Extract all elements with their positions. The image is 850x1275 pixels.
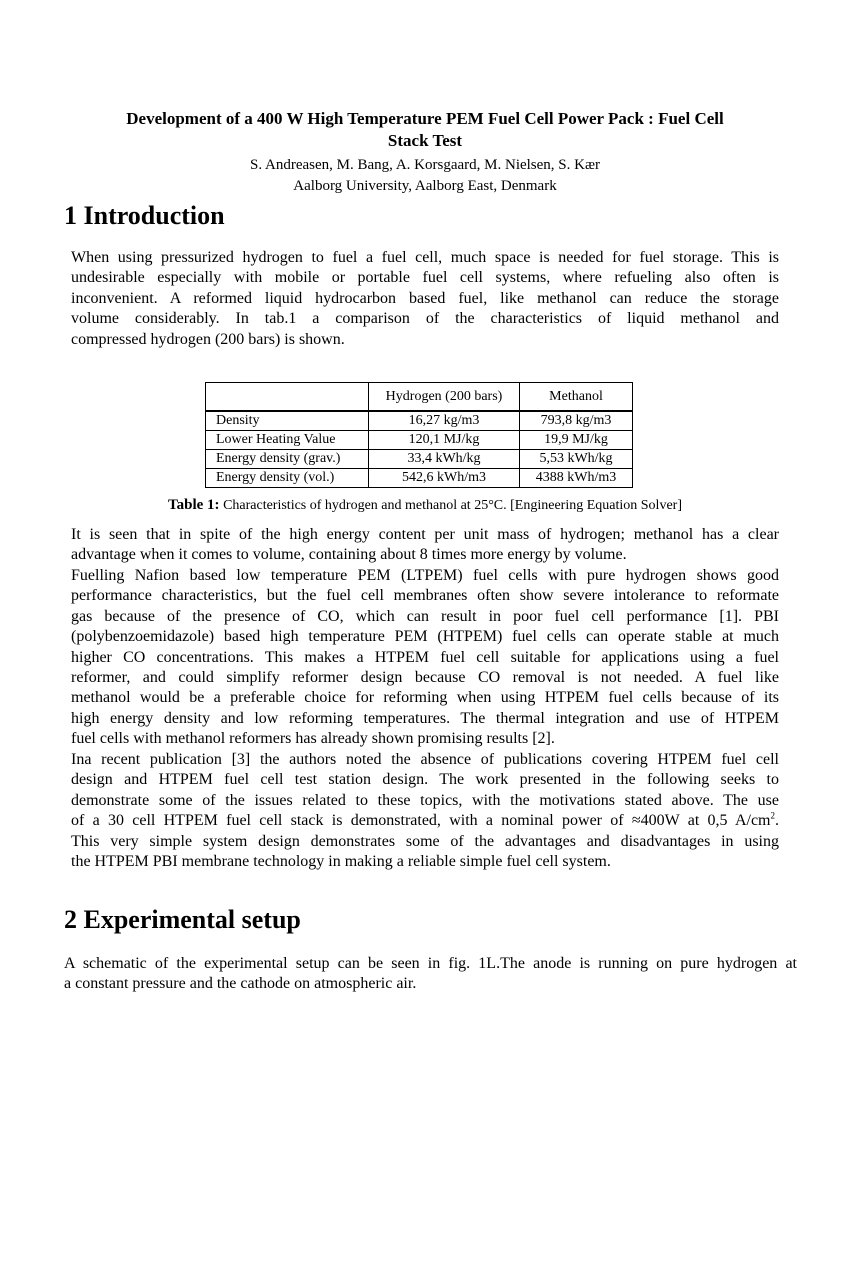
section-1-heading: 1 Introduction: [64, 201, 225, 230]
text-line: the HTPEM PBI membrane technology in making a reliable simple fuel cell system.: [71, 853, 611, 871]
text-line: reformer, and could simplify reformer design because CO removal is not needed. A fuel like: [71, 669, 779, 687]
text-line: undesirable especially with mobile or portable fuel cell systems, where refueling also often is: [71, 269, 779, 287]
setup-paragraph-1: [64, 954, 797, 995]
text-line: methanol would be a preferable choice for reforming when using HTPEM fuel cells because of its: [71, 689, 779, 707]
text-line: Ina recent publication [3] the authors noted the absence of publications covering HTPEM fuel cell: [71, 751, 779, 768]
caption-label: Table 1:: [168, 497, 220, 513]
text-line: gas because of the presence of CO, which can result in poor fuel cell performance [1]. PBI: [71, 607, 779, 625]
intro-paragraph-2: [71, 525, 779, 566]
text-line: advantage when it comes to volume, containing about 8 times more energy by volume.: [71, 546, 627, 564]
table-cell: 4388 kWh/m3: [520, 469, 633, 488]
table-row: [206, 469, 633, 488]
section-2-heading: 2 Experimental setup: [64, 905, 301, 934]
table-header-row: [206, 383, 633, 412]
text-line: performance characteristics, but the fuel cell membranes often show severe intolerance to reformate: [71, 587, 779, 605]
text-line: Fuelling Nafion based low temperature PEM (LTPEM) fuel cells with pure hydrogen shows good: [71, 567, 779, 584]
table-row: [206, 450, 633, 469]
table-header-cell: Methanol: [520, 383, 633, 412]
table-cell: Energy density (vol.): [206, 469, 369, 488]
text-line: When using pressurized hydrogen to fuel a fuel cell, much space is needed for fuel storage. This is: [71, 249, 779, 266]
intro-paragraph-1: [71, 248, 779, 350]
table-cell: 33,4 kWh/kg: [369, 450, 520, 469]
affiliation: Aalborg University, Aalborg East, Denmark: [293, 178, 557, 194]
table-row: [206, 431, 633, 450]
text-line: inconvenient. A reformed liquid hydrocarbon based fuel, like methanol can reduce the storage: [71, 289, 779, 307]
text-line-tail: .: [775, 812, 779, 830]
text-line: fuel cells with methanol reformers has already shown promising results [2].: [71, 730, 555, 748]
caption-text: Characteristics of hydrogen and methanol at 25°C. [Engineering Equation Solver]: [219, 498, 682, 513]
table-cell: 16,27 kg/m3: [369, 411, 520, 431]
text-line: This very simple system design demonstrates some of the advantages and disadvantages in using: [71, 832, 779, 850]
table-cell: 542,6 kWh/m3: [369, 469, 520, 488]
intro-paragraph-4: [71, 750, 779, 872]
table-caption: [60, 496, 790, 515]
text-line: compressed hydrogen (200 bars) is shown.: [71, 330, 345, 348]
authors: S. Andreasen, M. Bang, A. Korsgaard, M. Nielsen, S. Kær: [250, 157, 600, 173]
table-header-cell: [206, 383, 369, 412]
text-line-body: of a 30 cell HTPEM fuel cell stack is demonstrated, with a nominal power of ≈400W at 0,5 A/cm: [71, 812, 771, 830]
table-cell: Energy density (grav.): [206, 450, 369, 469]
text-line: high energy density and low reforming temperatures. The thermal integration and use of HTPEM: [71, 709, 779, 727]
table-row: [206, 411, 633, 431]
table-cell: 19,9 MJ/kg: [520, 431, 633, 450]
text-line: a constant pressure and the cathode on atmospheric air.: [64, 975, 417, 993]
text-line: design and HTPEM fuel cell test station design. The work presented in the following seeks to: [71, 771, 779, 789]
table-cell: Lower Heating Value: [206, 431, 369, 450]
table-cell: 120,1 MJ/kg: [369, 431, 520, 450]
text-line: [71, 811, 779, 831]
title-line-2: Stack Test: [387, 131, 463, 150]
text-line: (polybenzoemidazole) based high temperature PEM (HTPEM) fuel cells can operate stable at much: [71, 628, 779, 646]
comparison-table: [205, 382, 633, 488]
text-line: volume considerably. In tab.1 a comparison of the characteristics of liquid methanol and: [71, 310, 779, 328]
table-cell: 793,8 kg/m3: [520, 411, 633, 431]
text-line: demonstrate some of the issues related to these topics, with the motivations stated above. The use: [71, 791, 779, 809]
table-header-cell: Hydrogen (200 bars): [369, 383, 520, 412]
paper-title: [60, 108, 790, 152]
table-cell: 5,53 kWh/kg: [520, 450, 633, 469]
text-line: A schematic of the experimental setup can be seen in fig. 1L.The anode is running on pure hydrogen at: [64, 955, 797, 972]
intro-paragraph-3: [71, 566, 779, 750]
text-line: It is seen that in spite of the high energy content per unit mass of hydrogen; methanol has a clear: [71, 526, 779, 543]
text-line: higher CO concentrations. This makes a HTPEM fuel cell suitable for applications using a fuel: [71, 648, 779, 666]
superscript: 2: [770, 810, 775, 821]
title-line-1: Development of a 400 W High Temperature PEM Fuel Cell Power Pack : Fuel Cell: [126, 109, 724, 128]
table-cell: Density: [206, 411, 369, 431]
